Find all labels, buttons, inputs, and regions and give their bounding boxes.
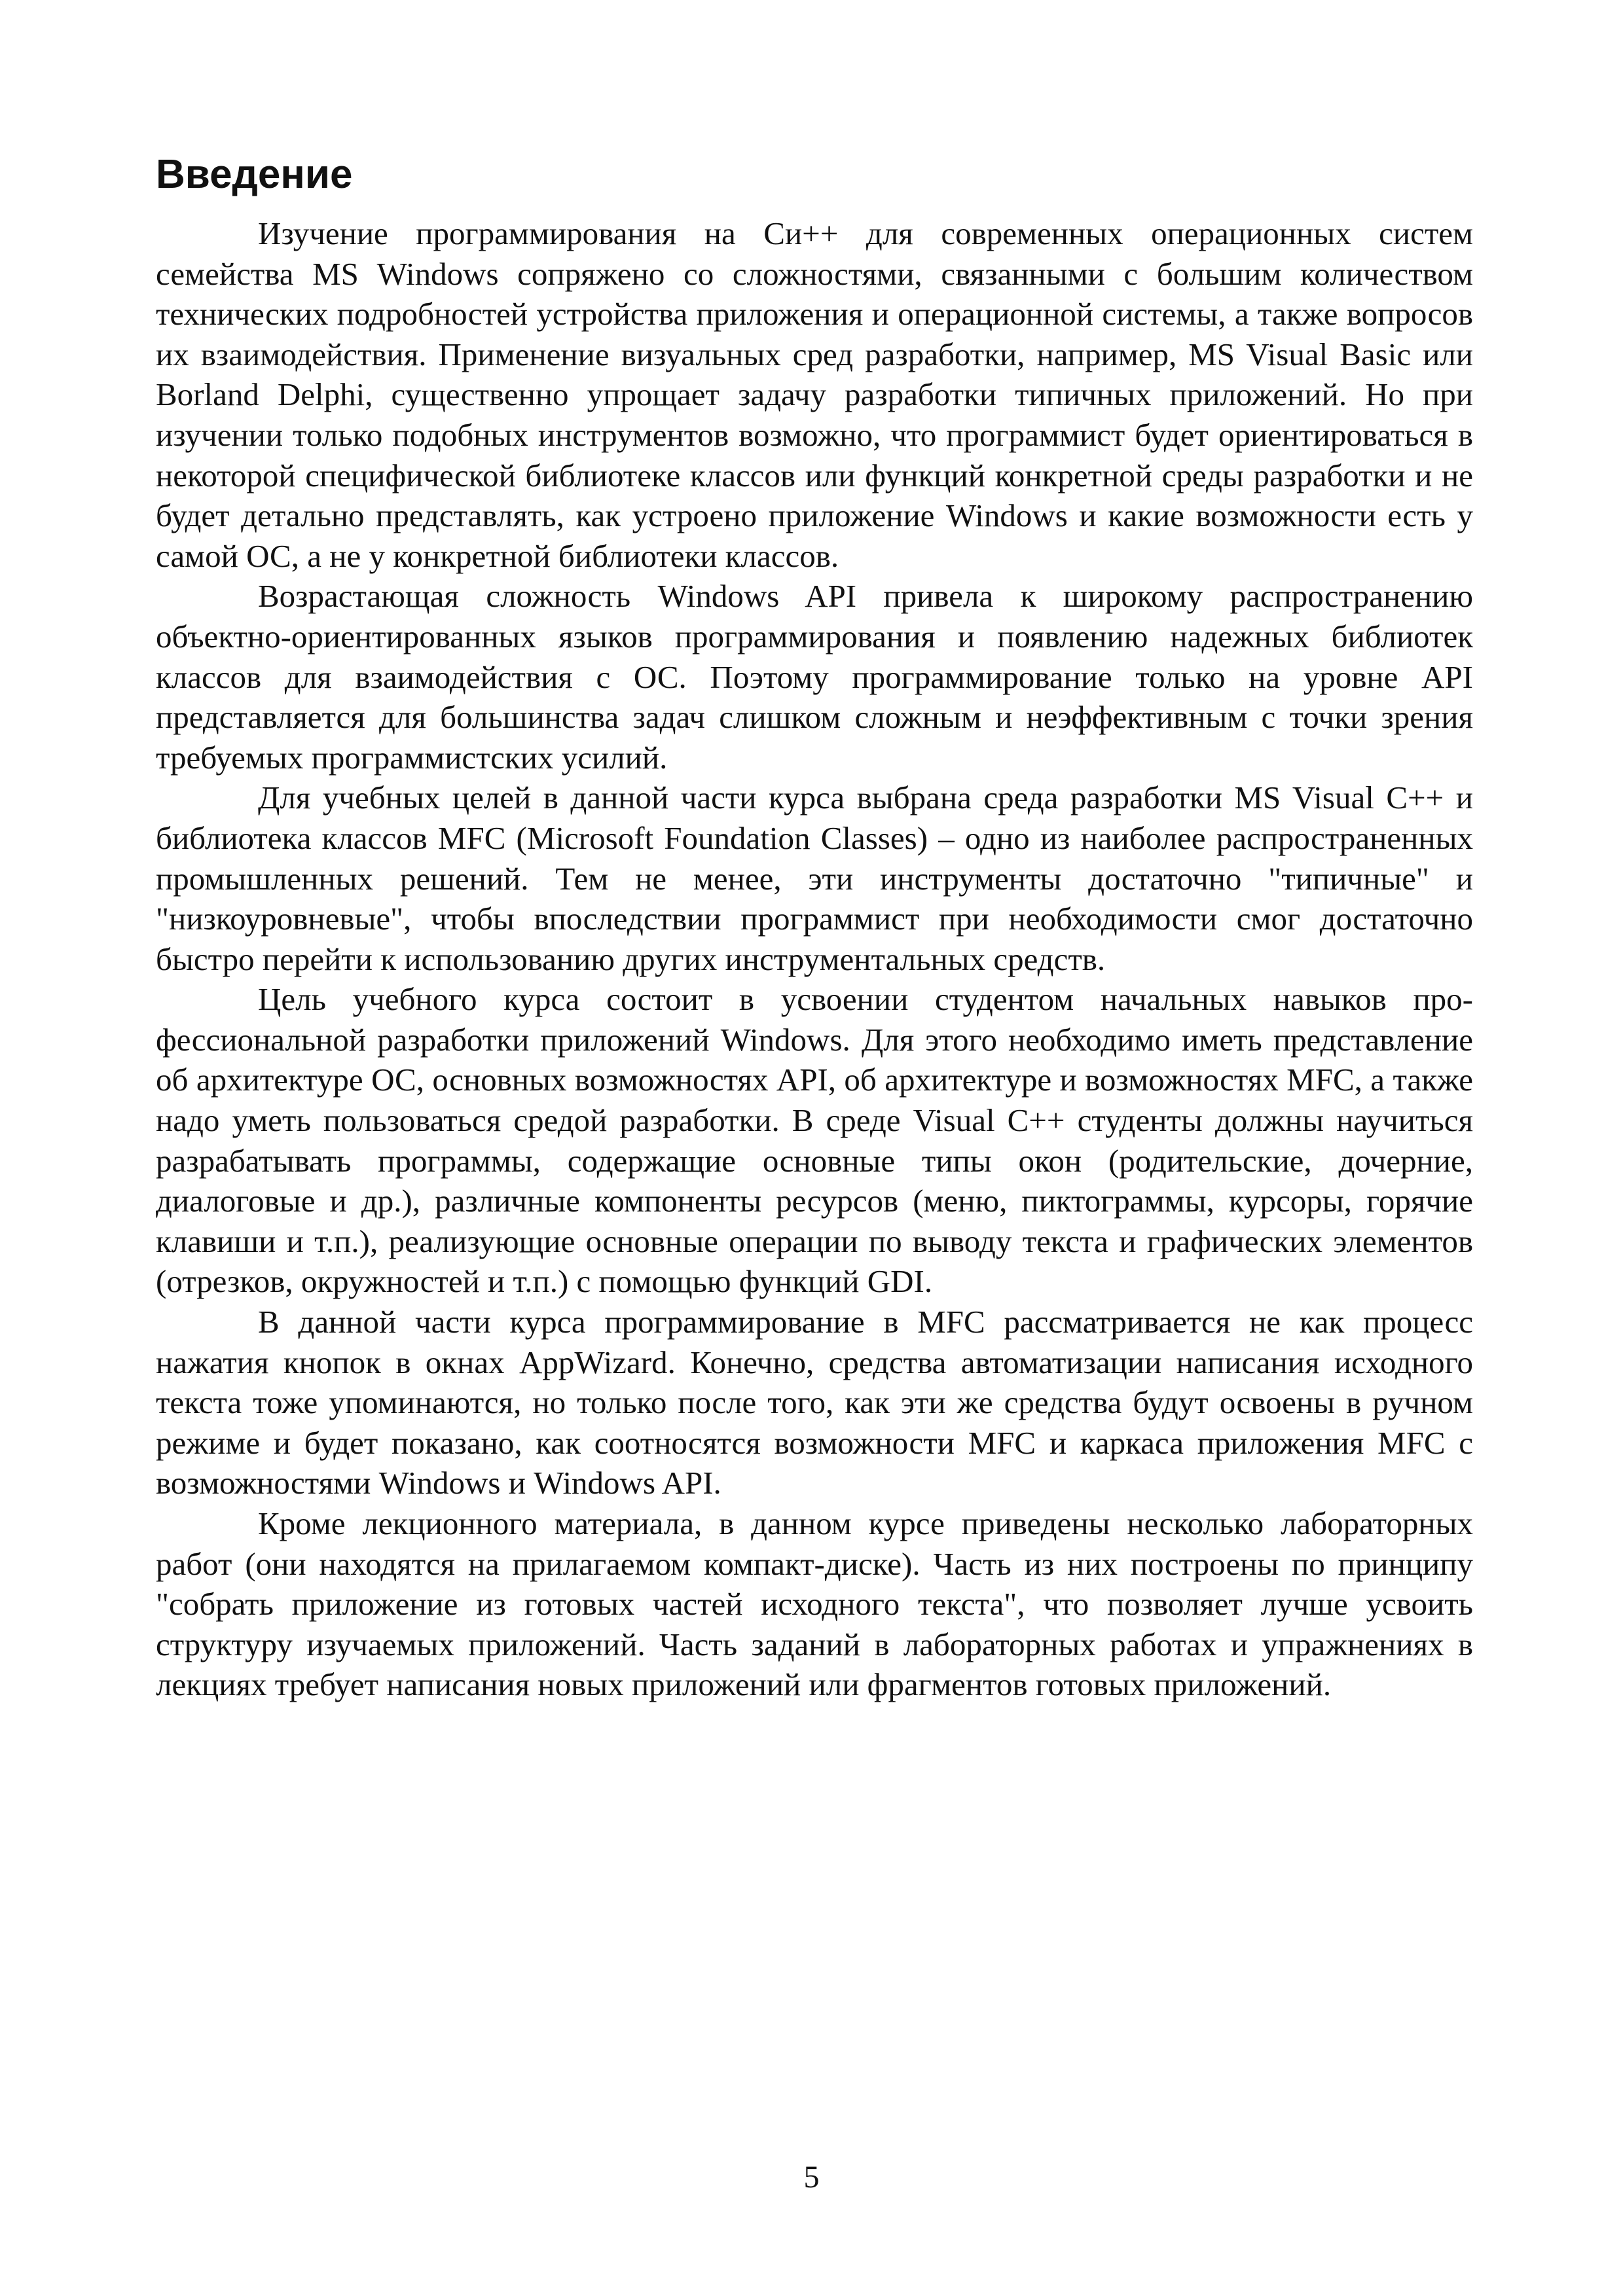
- paragraph: Для учебных целей в данной части курса выбрана среда разработки MS Visual C++ и библиотека классов MFC (Microsoft Foundation Classes) – одно из наиболее распространенных промышленных решений. Тем не менее, эти инструменты достаточно "типичные" и "низкоуровневые", чтобы впоследствии программист при необходимости смог достаточно быстро перейти к использованию других инструментальных средств.: [156, 780, 1473, 977]
- body-text: [156, 213, 1473, 1705]
- paragraph: Цель учебного курса состоит в усвоении студентом начальных навыков профессиональной разработки приложений Windows. Для этого необходимо иметь представление об архитектуре ОС, основных возможностях API, об архитектуре и возможностях MFC, а также надо уметь пользоваться средой разработки. В среде Visual C++ студенты должны научиться разрабатывать программы, содержащие основные типы окон (родительские, дочерние, диалоговые и др.), различные компоненты ресурсов (меню, пиктограммы, курсоры, горячие клавиши и т.п.), реализующие основные операции по выводу текста и графических элементов (отрезков, окружностей и т.п.) с помощью функций GDI.: [156, 981, 1473, 1300]
- paragraph: Кроме лекционного материала, в данном курсе приведены несколько лабораторных работ (они находятся на прилагаемом компакт-диске). Часть из них построены по принципу "собрать приложение из готовых частей исходного текста", что позволяет лучше усвоить структуру изучаемых приложений. Часть заданий в лабораторных работах и упражнениях в лекциях требует написания новых приложений или фрагментов готовых приложений.: [156, 1505, 1473, 1703]
- paragraph: Изучение программирования на Си++ для современных операционных систем семейства MS Windows сопряжено со сложностями, связанными с большим количеством технических подробностей устройства приложения и операционной системы, а также вопросов их взаимодействия. Применение визуальных сред разработки, например, MS Visual Basic или Borland Delphi, существенно упрощает задачу разработки типичных приложений. Но при изучении только подобных инструментов возможно, что программист будет ориентироваться в некоторой специфической библиотеке классов или функций конкретной среды разработки и не будет детально представлять, как устроено приложение Windows и какие возможности есть у самой ОС, а не у конкретной библиотеки классов.: [156, 215, 1473, 574]
- section-heading: Введение: [156, 152, 353, 197]
- page-number: 5: [803, 2160, 820, 2195]
- paragraph: В данной части курса программирование в MFC рассматривается не как процесс нажатия кнопок в окнах AppWizard. Конечно, средства автоматизации написания исходного текста тоже упоминаются, но только после того, как эти же средства будут освоены в ручном режиме и будет показано, как соотносятся возможности MFC и каркаса приложения MFC с возможностями Windows и Windows API.: [156, 1304, 1473, 1501]
- paragraph: Возрастающая сложность Windows API привела к широкому распространению объектно-ориентированных языков программирования и появлению надежных библиотек классов для взаимодействия с ОС. Поэтому программирование только на уровне API представляется для большинства задач слишком сложным и неэффективным с точки зрения требуемых программистских усилий.: [156, 578, 1473, 776]
